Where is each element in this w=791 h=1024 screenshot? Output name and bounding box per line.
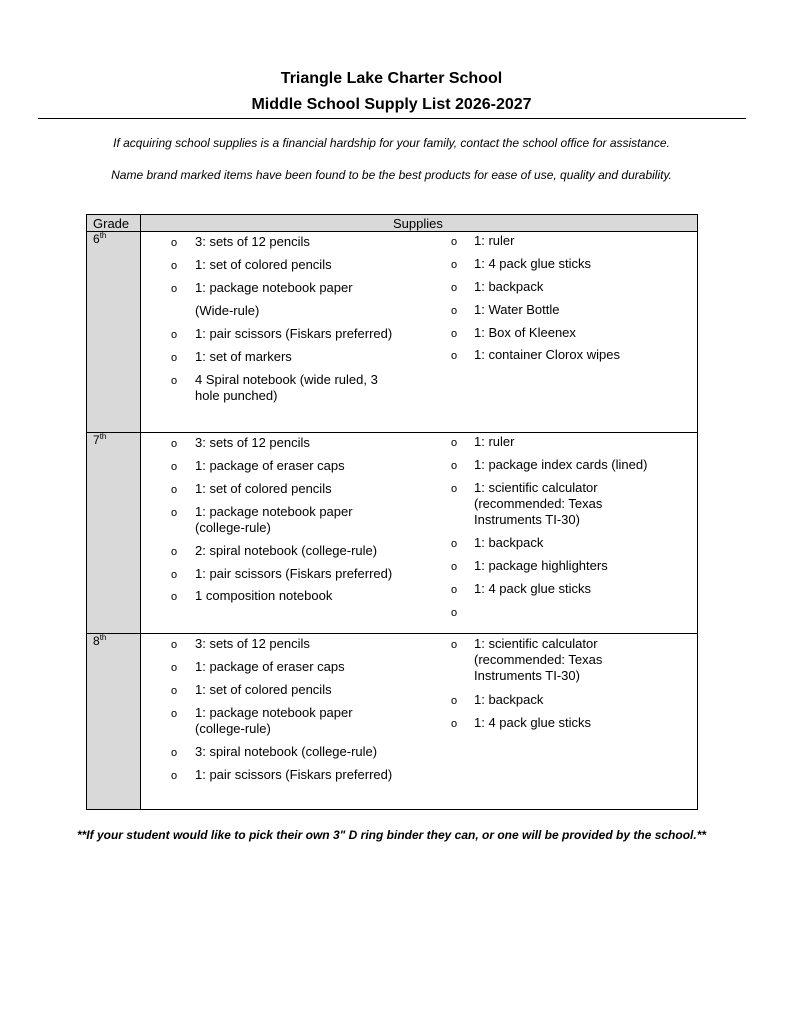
supply-item: 1: pair scissors (Fiskars preferred) — [195, 767, 393, 782]
supply-item: 1 composition notebook — [195, 588, 333, 603]
supply-item: 1: 4 pack glue sticks — [474, 256, 592, 271]
supply-item: 3: spiral notebook (college-rule) — [195, 744, 378, 759]
supply-item: 1: backpack — [474, 535, 544, 550]
bullet-icon: o — [171, 484, 178, 496]
bullet-icon: o — [171, 708, 178, 720]
supply-item: (college-rule) — [195, 721, 271, 736]
bullet-icon: o — [171, 461, 178, 473]
bullet-icon: o — [171, 662, 178, 674]
supply-item: 1: pair scissors (Fiskars preferred) — [195, 326, 393, 341]
supply-item: 3: sets of 12 pencils — [195, 435, 310, 450]
supply-item: 1: pair scissors (Fiskars preferred) — [195, 566, 393, 581]
bullet-icon: o — [171, 329, 178, 341]
supply-item: hole punched) — [195, 388, 278, 403]
brand-note: Name brand marked items have been found to be the best products for ease of use, quality and durability. — [111, 168, 672, 182]
supply-item: (Wide-rule) — [195, 303, 260, 318]
bullet-icon: o — [451, 437, 458, 449]
list-title: Middle School Supply List 2026-2027 — [251, 96, 532, 113]
grade-suffix: th — [99, 231, 107, 240]
bullet-icon: o — [451, 695, 458, 707]
supply-item: 1: package of eraser caps — [195, 458, 345, 473]
section-divider — [87, 432, 697, 433]
supply-item: 1: scientific calculator — [474, 480, 598, 495]
bullet-icon: o — [451, 639, 458, 651]
supply-item: 1: backpack — [474, 279, 544, 294]
bullet-icon: o — [171, 507, 178, 519]
supplies-header: Supplies — [393, 216, 443, 231]
grade-column — [87, 215, 141, 809]
table-header — [87, 215, 697, 232]
grade-header: Grade — [93, 216, 130, 231]
supply-item: 1: package notebook paper — [195, 280, 353, 295]
grade-label — [93, 433, 106, 447]
bullet-icon: o — [451, 607, 458, 619]
bullet-icon: o — [451, 236, 458, 248]
grade-suffix: th — [99, 432, 107, 441]
supply-item: 1: package highlighters — [474, 558, 608, 573]
supply-item: 1: ruler — [474, 233, 515, 248]
supply-item: 1: 4 pack glue sticks — [474, 715, 592, 730]
header-divider — [140, 215, 141, 231]
bullet-icon: o — [451, 538, 458, 550]
supply-item: (recommended: Texas — [474, 496, 603, 511]
supply-item: 1: set of colored pencils — [195, 257, 332, 272]
supply-item: 1: set of markers — [195, 349, 292, 364]
supply-item: (recommended: Texas — [474, 652, 603, 667]
bullet-icon: o — [171, 438, 178, 450]
bullet-icon: o — [171, 375, 178, 387]
supply-item: 1: set of colored pencils — [195, 682, 332, 697]
supply-item: 4 Spiral notebook (wide ruled, 3 — [195, 372, 378, 387]
supply-item: Instruments TI-30) — [474, 512, 580, 527]
grade-suffix: th — [99, 633, 107, 642]
hardship-note: If acquiring school supplies is a financial hardship for your family, contact the school office for assistance. — [113, 136, 670, 150]
bullet-icon: o — [451, 282, 458, 294]
bullet-icon: o — [171, 639, 178, 651]
section-divider — [87, 633, 697, 634]
grade-number: 7 — [93, 433, 100, 447]
binder-note: **If your student would like to pick their own 3" D ring binder they can, or one will be provided by the school.** — [76, 828, 707, 842]
bullet-icon: o — [451, 350, 458, 362]
supply-item: 1: Water Bottle — [474, 302, 560, 317]
grade-number: 8 — [93, 634, 100, 648]
bullet-icon: o — [451, 718, 458, 730]
bullet-icon: o — [451, 584, 458, 596]
bullet-icon: o — [171, 685, 178, 697]
bullet-icon: o — [451, 460, 458, 472]
bullet-icon: o — [451, 305, 458, 317]
bullet-icon: o — [171, 770, 178, 782]
supply-item: 1: ruler — [474, 434, 515, 449]
bullet-icon: o — [451, 328, 458, 340]
supply-item: 3: sets of 12 pencils — [195, 234, 310, 249]
supply-item: 1: package of eraser caps — [195, 659, 345, 674]
school-name: Triangle Lake Charter School — [280, 70, 503, 87]
supply-item: 1: package notebook paper — [195, 705, 353, 720]
supply-item: 2: spiral notebook (college-rule) — [195, 543, 378, 558]
bullet-icon: o — [171, 237, 178, 249]
supply-table — [86, 214, 698, 810]
bullet-icon: o — [451, 483, 458, 495]
bullet-icon: o — [171, 591, 178, 603]
grade-label — [93, 232, 106, 246]
bullet-icon: o — [451, 561, 458, 573]
supply-item: 1: Box of Kleenex — [474, 325, 576, 340]
supply-item: 1: 4 pack glue sticks — [474, 581, 592, 596]
supply-item: 1: container Clorox wipes — [474, 347, 620, 362]
supply-item: (college-rule) — [195, 520, 271, 535]
grade-label — [93, 634, 106, 648]
grade-number: 6 — [93, 232, 100, 246]
supply-item: 3: sets of 12 pencils — [195, 636, 310, 651]
supply-item: Instruments TI-30) — [474, 668, 580, 683]
bullet-icon: o — [171, 283, 178, 295]
supply-item: 1: package index cards (lined) — [474, 457, 648, 472]
bullet-icon: o — [171, 747, 178, 759]
supply-item: 1: set of colored pencils — [195, 481, 332, 496]
bullet-icon: o — [171, 569, 178, 581]
bullet-icon: o — [171, 260, 178, 272]
supply-item: 1: backpack — [474, 692, 544, 707]
bullet-icon: o — [171, 546, 178, 558]
bullet-icon: o — [451, 259, 458, 271]
supply-item: 1: scientific calculator — [474, 636, 598, 651]
supply-item: 1: package notebook paper — [195, 504, 353, 519]
bullet-icon: o — [171, 352, 178, 364]
title-divider — [38, 118, 746, 119]
